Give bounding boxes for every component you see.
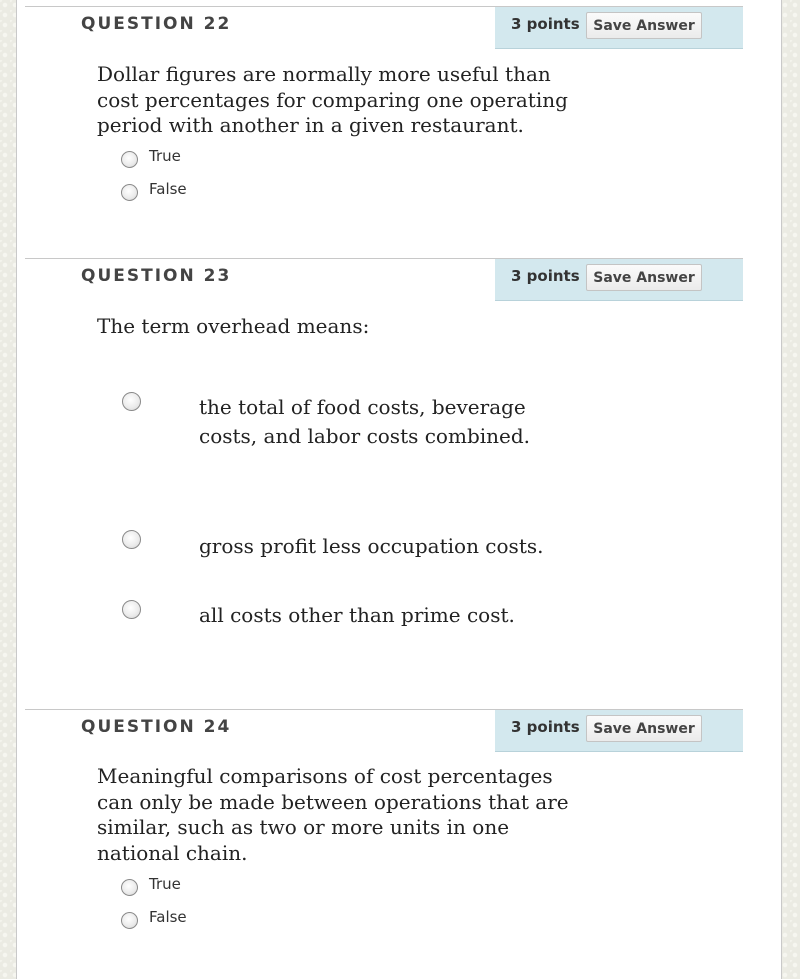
question-points-box <box>495 710 743 752</box>
question-points-box <box>495 7 743 49</box>
question-text <box>97 62 568 139</box>
save-answer-button[interactable]: Save Answer <box>586 12 702 39</box>
option-label-true: True <box>149 147 181 165</box>
option-label-a <box>199 393 530 451</box>
question-title: QUESTION 22 <box>81 14 232 34</box>
radio-option-b[interactable] <box>122 530 141 549</box>
question-23 <box>25 258 743 698</box>
option-text-line: costs, and labor costs combined. <box>199 424 531 448</box>
option-text-line: the total of food costs, beverage <box>199 395 526 419</box>
question-header <box>25 6 743 49</box>
question-text-line: can only be made between operations that are <box>97 789 569 814</box>
save-answer-button[interactable]: Save Answer <box>586 715 702 742</box>
option-label-true: True <box>149 875 181 893</box>
question-text-line: Dollar figures are normally more useful than <box>97 62 551 86</box>
question-text-line: cost percentages for comparing one operating <box>97 87 568 112</box>
option-label-b <box>199 532 543 561</box>
question-header <box>25 709 743 752</box>
option-text-line: gross profit less occupation costs. <box>199 534 544 558</box>
points-label: 3 points <box>511 267 580 285</box>
save-answer-button[interactable]: Save Answer <box>586 264 702 291</box>
question-header <box>25 258 743 301</box>
points-label: 3 points <box>511 15 580 33</box>
question-text-line: similar, such as two or more units in one <box>97 815 510 839</box>
radio-false[interactable] <box>121 184 138 201</box>
radio-false[interactable] <box>121 912 138 929</box>
question-text <box>97 314 369 340</box>
radio-true[interactable] <box>121 879 138 896</box>
question-22 <box>25 6 743 216</box>
question-24 <box>25 709 743 949</box>
question-text-line: Meaningful comparisons of cost percentages <box>97 764 553 788</box>
question-text <box>97 764 569 866</box>
option-text-line: all costs other than prime cost. <box>199 603 515 627</box>
question-title: QUESTION 24 <box>81 717 232 737</box>
option-label-c <box>199 601 515 630</box>
question-text-line: period with another in a given restaurant. <box>97 113 524 137</box>
question-title: QUESTION 23 <box>81 266 232 286</box>
question-text-line: national chain. <box>97 840 248 865</box>
option-label-false: False <box>149 180 187 198</box>
radio-option-a[interactable] <box>122 392 141 411</box>
option-label-false: False <box>149 908 187 926</box>
radio-true[interactable] <box>121 151 138 168</box>
radio-option-c[interactable] <box>122 600 141 619</box>
question-points-box <box>495 259 743 301</box>
question-text-line: The term overhead means: <box>97 314 370 338</box>
points-label: 3 points <box>511 718 580 736</box>
